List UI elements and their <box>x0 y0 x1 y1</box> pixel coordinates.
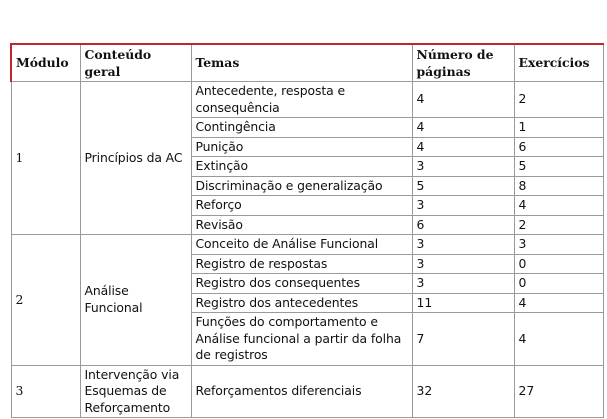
topic-tema: Antecedente, resposta e consequência <box>191 82 412 118</box>
topic-exercicios: 2 <box>514 82 603 118</box>
table-row <box>11 365 603 418</box>
topic-exercicios: 5 <box>514 157 603 177</box>
topic-tema: Reforço <box>191 196 412 216</box>
topic-exercicios: 8 <box>514 176 603 196</box>
curriculum-table <box>10 43 604 418</box>
module-number: 2 <box>11 235 80 366</box>
topic-paginas: 11 <box>412 293 514 313</box>
topic-exercicios: 4 <box>514 293 603 313</box>
topic-paginas: 6 <box>412 215 514 235</box>
header-numero-de-paginas: Número de páginas <box>412 44 514 82</box>
header-conteudo-geral: Conteúdo geral <box>80 44 191 82</box>
topic-tema: Revisão <box>191 215 412 235</box>
topic-exercicios: 6 <box>514 137 603 157</box>
topic-exercicios: 0 <box>514 274 603 294</box>
topic-paginas: 7 <box>412 313 514 366</box>
topic-exercicios: 4 <box>514 196 603 216</box>
topic-exercicios: 2 <box>514 215 603 235</box>
topic-tema: Extinção <box>191 157 412 177</box>
topic-paginas: 3 <box>412 274 514 294</box>
topic-tema: Reforçamentos diferenciais <box>191 365 412 418</box>
topic-exercicios: 3 <box>514 235 603 255</box>
topic-paginas: 3 <box>412 157 514 177</box>
topic-exercicios: 0 <box>514 254 603 274</box>
topic-paginas: 4 <box>412 137 514 157</box>
topic-tema: Funções do comportamento e Análise funcional a partir da folha de registros <box>191 313 412 366</box>
module-content: Princípios da AC <box>80 82 191 235</box>
module-number: 1 <box>11 82 80 235</box>
topic-tema: Registro dos antecedentes <box>191 293 412 313</box>
topic-paginas: 3 <box>412 254 514 274</box>
topic-exercicios: 4 <box>514 313 603 366</box>
topic-tema: Discriminação e generalização <box>191 176 412 196</box>
topic-tema: Conceito de Análise Funcional <box>191 235 412 255</box>
header-modulo: Módulo <box>11 44 80 82</box>
topic-paginas: 4 <box>412 118 514 138</box>
topic-paginas: 3 <box>412 235 514 255</box>
topic-exercicios: 1 <box>514 118 603 138</box>
topic-tema: Contingência <box>191 118 412 138</box>
topic-paginas: 4 <box>412 82 514 118</box>
module-number: 3 <box>11 365 80 418</box>
topic-tema: Registro de respostas <box>191 254 412 274</box>
topic-exercicios: 27 <box>514 365 603 418</box>
table-row <box>11 82 603 118</box>
topic-tema: Registro dos consequentes <box>191 274 412 294</box>
header-row <box>11 44 603 82</box>
module-content: Análise Funcional <box>80 235 191 366</box>
header-temas: Temas <box>191 44 412 82</box>
module-content: Intervenção via Esquemas de Reforçamento <box>80 365 191 418</box>
header-exercicios: Exercícios <box>514 44 603 82</box>
topic-paginas: 32 <box>412 365 514 418</box>
topic-paginas: 5 <box>412 176 514 196</box>
topic-tema: Punição <box>191 137 412 157</box>
topic-paginas: 3 <box>412 196 514 216</box>
table-row <box>11 235 603 255</box>
